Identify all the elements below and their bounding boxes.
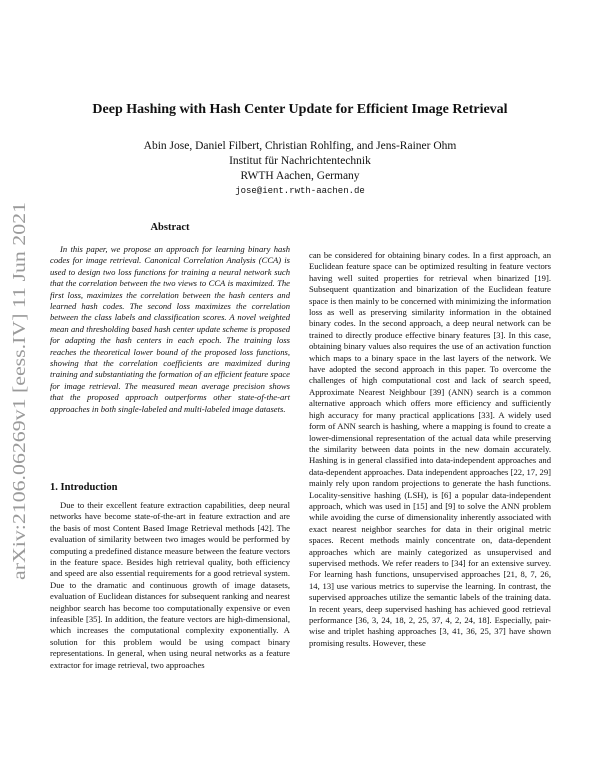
arxiv-stamp-text: arXiv:2106.06269v1 [eess.IV] 11 Jun 2021 xyxy=(9,277,29,580)
right-column-body xyxy=(309,250,551,649)
introduction-body xyxy=(50,500,290,671)
author-block xyxy=(60,139,540,199)
arxiv-stamp xyxy=(4,200,32,580)
introduction-paragraph: Due to their excellent feature extraction capabilities, deep neural networks have become state-of-the-art in feature extraction and are the basis of most Content Based Image Retrieval methods [42]. The evaluation of similarity between two images would be performed by computing a predefined distance measure between the feature vectors in the feature space. Besides high retrieval quality, both efficiency and speed are also essential requirements for a good retrieval system. Due to the dramatic and continuous growth of image datasets, evaluation of Euclidean distances for subsequent ranking and nearest neighbor search has become too computationally expensive or even infeasible [35]. In addition, the feature vectors are high-dimensional, which increases the computational complexity exponentially. A solution for this problem would be using compact binary representations. In general, when using neural networks as a feature extractor for image retrieval, two approaches xyxy=(50,500,290,670)
affiliation-university: RWTH Aachen, Germany xyxy=(240,170,360,182)
abstract-paragraph: In this paper, we propose an approach for learning binary hash codes for image retrieval. Canonical Correlation Analysis (CCA) is used to design two loss functions for training a neural network such that the correlation between the two views to CCA is maximized. The first loss, maximizes the correlation between the hash centers and learned hash codes. The second loss maximizes the correlation between the class labels and classification scores. A novel weighted mean and thresholding based hash center update scheme is proposed for adapting the hash centers in each epoch. The training loss reaches the theoretical lower bound of the proposed loss functions, showing that the correlation coefficients are maximized during training and substantiating the formation of an efficient feature space for image retrieval. The measured mean average precision shows that the proposed approach outperforms other state-of-the-art approaches in both single-labeled and multi-labeled image datasets. xyxy=(50,244,290,414)
affiliation-institute: Institut für Nachrichtentechnik xyxy=(229,155,371,167)
abstract-body xyxy=(50,244,290,415)
author-names: Abin Jose, Daniel Filbert, Christian Rohlfing, and Jens-Rainer Ohm xyxy=(143,140,457,152)
abstract-heading: Abstract xyxy=(150,222,190,233)
right-column-paragraph: can be considered for obtaining binary codes. In a first approach, an Euclidean feature space can be optimized resulting in feature vectors having well suited properties for retrieval when binarized [19]. Subsequent quantization and binarization of the Euclidean feature space is then mainly to be concerned with minimizing the information loss as well as preserving similarity information in the obtained binary codes. In the second approach, a deep neural network can be trained to directly produce effective binary features [3]. In this case, obtaining binary values also requires the use of an activation function which maps to a binary space in the last layers of the network. We have adopted the second approach in this paper. To overcome the challenges of high computational cost and lack of search speed, Approximate Nearest Neighbour [39] (ANN) search is a common alternative approach which offers more efficiency and sufficiently high accuracy for many practical applications [33]. A widely used form of ANN search is hashing, where a mapping is found to create a lower-dimensional representation of the actual data while preserving the similarity between data points in the new domain accurately. Hashing is in general classified into data-independent approaches and data-dependent approaches. Data independent approaches [22, 17, 29] mainly rely upon random projections to generate the hash functions. Locality-sensitive hashing (LSH), is [6] a popular data-independent approach, which was used in [15] and [9] to solve the ANN problem while avoiding the curse of dimensionality inherently associated with exact nearest neighbor searches for data in their original metric spaces. Recent methods mainly concentrate on, data-dependent approaches which are mainly categorized as unsupervised and supervised methods. We refer readers to [34] for an extensive survey. For learning hash functions, unsupervised approaches [21, 8, 7, 26, 14, 13] use various metrics to supervise the learning. In contrast, the supervised approaches utilize the semantic labels of the training data. In recent years, deep supervised hashing has achieved good retrieval performance [36, 3, 24, 18, 2, 25, 37, 4, 2, 24, 18]. Especially, pair-wise and triplet hashing approaches [3, 41, 36, 25, 37] have shown promising results. However, these xyxy=(309,250,551,648)
paper-title: Deep Hashing with Hash Center Update for Efficient Image Retrieval xyxy=(92,102,508,117)
author-email: jose@ient.rwth-aachen.de xyxy=(235,186,365,196)
introduction-heading: 1. Introduction xyxy=(50,482,118,493)
